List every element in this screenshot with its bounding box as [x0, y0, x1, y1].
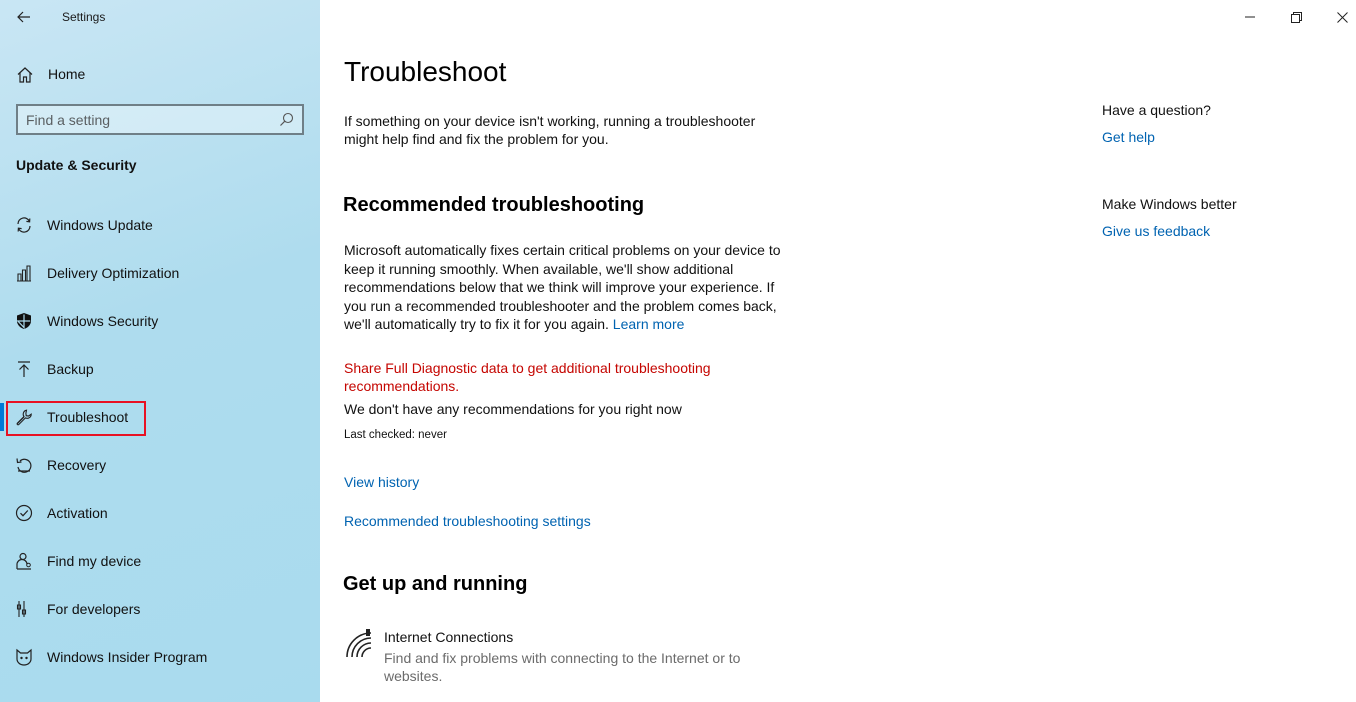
sidebar-item-windows-insider-program[interactable]: [0, 637, 320, 677]
restore-button[interactable]: [1273, 0, 1319, 34]
sidebar-item-recovery[interactable]: [0, 445, 320, 485]
sidebar-item-activation[interactable]: [0, 493, 320, 533]
get-help-link[interactable]: Get help: [1102, 129, 1155, 145]
check-circle-icon: [15, 504, 33, 522]
sidebar-item-label: Windows Update: [47, 217, 153, 233]
sidebar-item-label: Troubleshoot: [47, 409, 129, 425]
minimize-button[interactable]: [1227, 0, 1273, 34]
search-box[interactable]: [16, 104, 304, 135]
sidebar-item-backup[interactable]: [0, 349, 320, 389]
sidebar-item-home[interactable]: [0, 58, 320, 90]
minimize-icon: [1245, 12, 1255, 22]
highlight-box: [6, 401, 146, 436]
sidebar-item-label: Windows Insider Program: [47, 649, 208, 665]
shield-icon: [15, 312, 33, 330]
sidebar-item-for-developers[interactable]: [0, 589, 320, 629]
search-input[interactable]: [26, 110, 266, 130]
restore-icon: [1291, 12, 1302, 23]
close-icon: [1337, 12, 1348, 23]
troubleshooter-internet-connections[interactable]: [344, 626, 784, 690]
sidebar-item-label: Find my device: [47, 553, 142, 569]
sidebar-item-find-my-device[interactable]: [0, 541, 320, 581]
no-recommendations-text: We don't have any recommendations for you right now: [344, 401, 682, 417]
recommended-heading: Recommended troubleshooting: [343, 194, 645, 216]
have-question-heading: Have a question?: [1102, 102, 1211, 118]
sidebar-item-label: Backup: [47, 361, 94, 377]
sidebar-item-label: Activation: [47, 505, 108, 521]
back-button[interactable]: [8, 2, 40, 32]
sidebar-item-label: Windows Security: [47, 313, 159, 329]
developer-tools-icon: [15, 600, 33, 618]
intro-text: If something on your device isn't working, running a troubleshooter might help find and fix the problem for you.: [344, 113, 756, 147]
diagnostic-warning-link[interactable]: Share Full Diagnostic data to get additional troubleshooting recommendations.: [344, 360, 711, 394]
backup-arrow-icon: [15, 360, 33, 378]
sync-icon: [15, 216, 33, 234]
search-icon[interactable]: [279, 112, 294, 127]
sidebar-item-label: Recovery: [47, 457, 107, 473]
close-button[interactable]: [1319, 0, 1356, 34]
get-up-heading: Get up and running: [343, 573, 528, 595]
troubleshooter-name: Internet Connections: [384, 629, 514, 645]
person-pin-icon: [15, 552, 33, 570]
give-feedback-link[interactable]: Give us feedback: [1102, 223, 1211, 239]
troubleshooter-description: Find and fix problems with connecting to the Internet or to websites.: [384, 650, 741, 684]
learn-more-link[interactable]: Learn more: [612, 316, 685, 332]
title-bar: [0, 0, 320, 34]
sidebar-item-windows-update[interactable]: [0, 205, 320, 245]
sidebar-item-label: Home: [48, 66, 86, 82]
section-title: Update & Security: [16, 157, 137, 173]
recovery-icon: [15, 456, 33, 474]
insider-cat-icon: [15, 648, 33, 666]
sidebar-item-windows-security[interactable]: [0, 301, 320, 341]
last-checked-text: Last checked: never: [344, 429, 447, 441]
sidebar-item-label: Delivery Optimization: [47, 265, 180, 281]
recommended-body: Microsoft automatically fixes certain critical problems on your device to keep it running smoothly. When available, we'll show additional recommendations below that we think will improve your experience. If you run a recommended troubleshooter and the problem comes back, we'll automatically try to fix it for you again.: [344, 242, 781, 332]
sidebar-item-label: For developers: [47, 601, 141, 617]
selection-indicator: [0, 403, 4, 431]
recommended-description: [344, 241, 794, 334]
sidebar: [0, 0, 320, 702]
page-title: Troubleshoot: [344, 56, 507, 87]
wifi-icon: [344, 628, 372, 658]
make-windows-better-heading: Make Windows better: [1102, 196, 1237, 212]
back-arrow-icon: [17, 11, 31, 23]
home-icon: [16, 66, 34, 84]
sidebar-item-delivery-optimization[interactable]: [0, 253, 320, 293]
recommended-settings-link[interactable]: Recommended troubleshooting settings: [344, 513, 591, 529]
view-history-link[interactable]: View history: [344, 474, 420, 490]
delivery-optimization-icon: [15, 264, 33, 282]
app-title: Settings: [62, 10, 106, 24]
